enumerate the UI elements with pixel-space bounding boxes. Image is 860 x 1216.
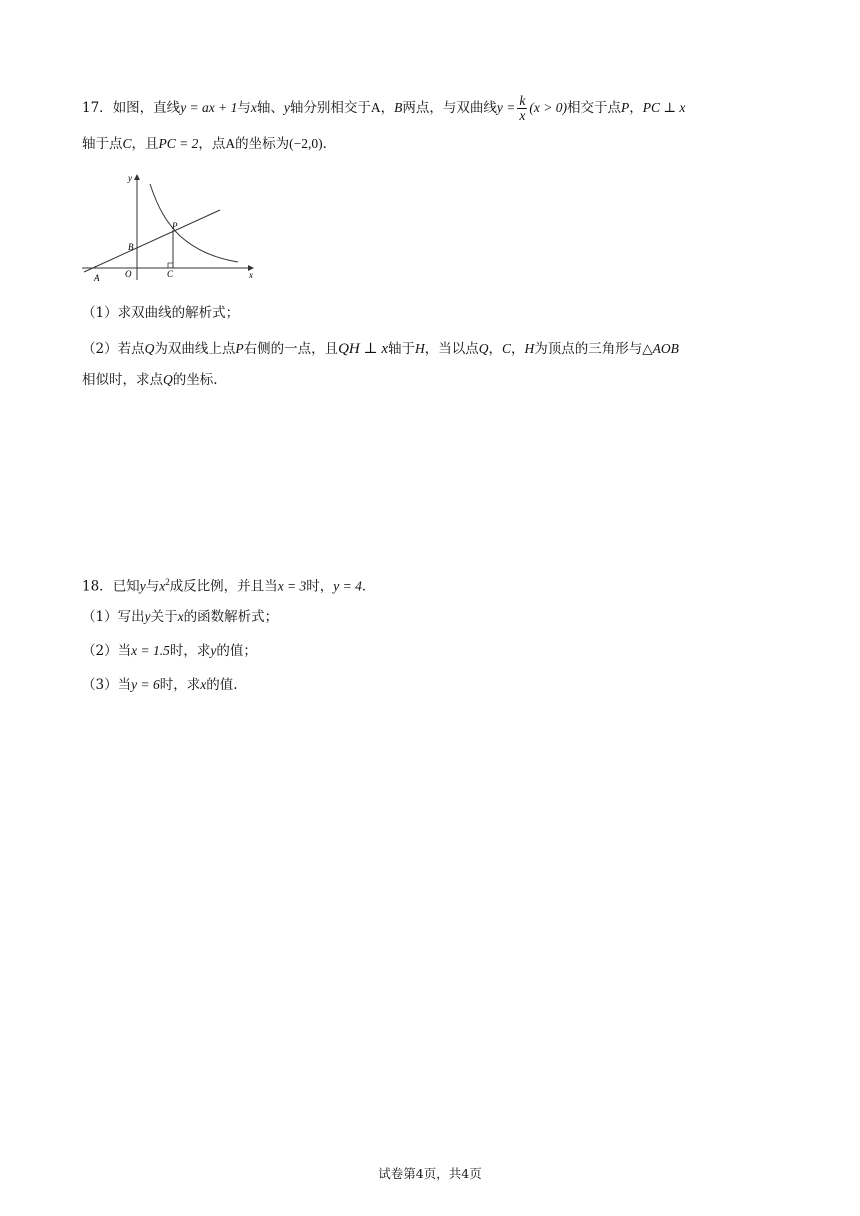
var-y: y [283,100,290,115]
separator: ， [488,341,503,357]
qh-perpendicular: QH ⊥ x [338,341,389,357]
label-b: B [128,242,134,252]
point-q: Q [163,372,173,387]
q18-line-1 [82,572,375,597]
var-y: y [144,609,151,624]
hyperbola-fraction [517,94,527,123]
q18-text: 成反比例，并且当 [169,578,278,595]
fraction-denominator: x [519,108,526,123]
q17-part-1: （1）求双曲线的解析式； [82,305,240,321]
q18-text: （1）写出 [82,609,145,625]
q17-text: 轴、 [256,100,284,116]
point-h: H [415,341,425,356]
triangle-aob: △AOB [642,341,679,356]
var-x: x [250,100,257,115]
point-a: A [370,100,381,115]
q17-text: 的坐标. [172,372,218,388]
perpendicular-condition: PC ⊥ x [642,100,686,115]
right-angle-marker [168,263,173,268]
condition-x: x = 3 [277,578,307,594]
q17-number: 17． [82,100,113,116]
label-x: x [249,270,253,280]
line-equation: y = ax + 1 [180,100,238,115]
q17-text: 为双曲线上点 [154,341,236,357]
q17-text: 轴于点 [82,136,123,152]
var-x: x [177,609,184,624]
point-c: C [122,136,132,151]
point-b: B [394,100,403,115]
q17-text: 与 [237,100,251,116]
condition-y: y = 6 [131,677,160,692]
point-c: C [502,341,512,356]
q18-number: 18． [82,578,113,595]
q18-text: （2）当 [82,643,132,659]
hyperbola-lhs: y = [496,100,516,115]
q17-line-2 [82,134,336,154]
q17-text: ，当以点 [424,341,479,357]
label-a: A [94,273,100,283]
page-footer: 试卷第4页，共4页 [378,1166,482,1181]
q17-text: 相似时，求点 [82,372,163,388]
q18-text: 时，求 [169,643,211,659]
point-p: P [620,100,630,115]
hyperbola-curve [150,184,238,262]
separator: ， [629,100,643,116]
exponent: 2 [165,577,170,587]
q17-text: 轴分别相交于 [289,100,371,116]
q17-part-2-line-2 [82,370,218,390]
point-a-coordinates: (−2,0) [289,136,323,151]
q17-text: 如图，直线 [112,100,181,116]
period: ． [322,136,337,152]
separator: ， [380,100,395,116]
q18-text: 的函数解析式； [183,609,279,625]
label-p: P [172,221,178,231]
condition-x: x = 1.5 [131,643,170,658]
q18-text: 关于 [150,609,178,625]
q18-part-2 [82,641,257,661]
q18-text: 时， [306,578,334,595]
q18-part-1 [82,607,278,627]
period: ． [361,578,376,595]
point-h: H [524,341,535,356]
point-a: A [225,136,236,151]
q18-text: （3）当 [82,677,132,693]
point-q: Q [478,341,489,356]
q18-part-3 [82,675,238,695]
y-axis-arrow [134,174,140,180]
var-y: y [139,578,146,594]
q18-text: 时，求 [159,677,201,693]
q18-text: 的值； [216,643,257,659]
line-ab [84,210,220,272]
var-x: x [200,677,207,692]
point-p: P [235,341,244,356]
q17-text: 右侧的一点，且 [243,341,339,357]
q17-text: ，且 [131,136,159,152]
domain-condition: (x > 0) [529,100,567,115]
q18-text: 已知 [112,578,140,595]
coordinate-figure [80,172,260,284]
q17-text: 相交于点 [566,100,621,116]
var-y: y [210,643,217,658]
q18-text: 的值. [206,677,238,693]
condition-y: y = 4 [333,578,362,594]
q17-line-1 [82,94,685,123]
var-x-squared: x [159,578,166,594]
label-y: y [128,173,132,183]
q17-text: （2）若点 [82,341,145,357]
fraction-numerator: k [519,93,526,108]
label-o: O [125,269,132,279]
pc-length: PC = 2 [158,136,199,151]
q17-text: ，点 [198,136,226,152]
q17-part-2-line-1 [82,339,679,359]
q17-text: 两点，与双曲线 [402,100,497,116]
q17-text: 的坐标为 [235,136,290,152]
q17-text: 为顶点的三角形与 [534,341,643,357]
separator: ， [511,341,525,357]
label-c: C [167,269,174,279]
q17-text: 轴于 [388,341,416,357]
point-q: Q [144,341,155,356]
q18-text: 与 [145,578,160,595]
